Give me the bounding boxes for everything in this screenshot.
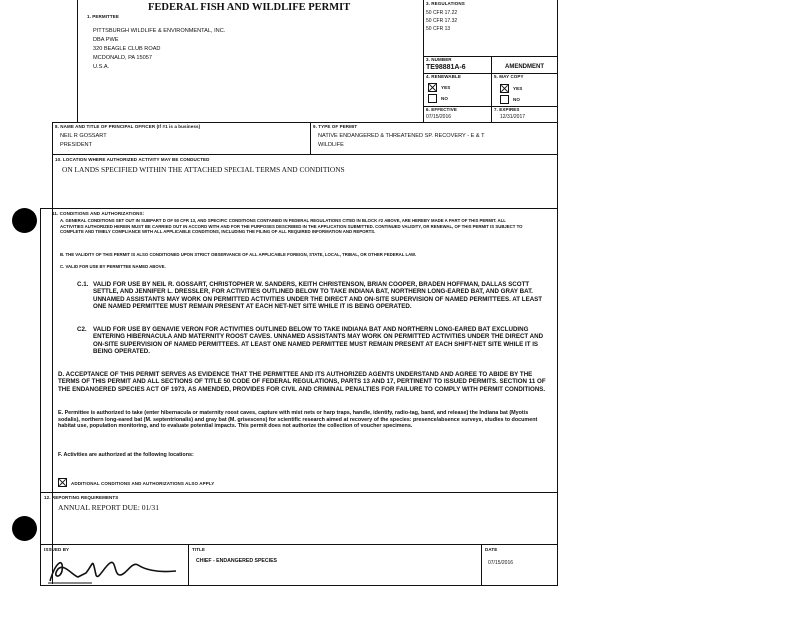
title-label: TITLE [192, 547, 205, 552]
expires-label: 7. EXPIRES [494, 107, 520, 112]
frame-right [557, 0, 558, 586]
regulations-label: 3. REGULATIONS [426, 1, 465, 6]
punch-hole-bottom [12, 516, 37, 541]
frame-left-top [77, 0, 78, 122]
permittee-address: PITTSBURGH WILDLIFE & ENVIRONMENTAL, INC. DBA PWE 320 BEAGLE CLUB ROAD MCDONALD, PA 15057 U.S.A. [93, 28, 226, 70]
additional-conditions-checkbox[interactable] [58, 478, 67, 487]
permit-type-line-1: NATIVE ENDANGERED & THREATENED SP. RECOVERY - E & T [318, 133, 485, 139]
renewable-no-checkbox[interactable] [428, 94, 437, 103]
date-value: 07/15/2016 [488, 560, 514, 566]
frame-rule-4 [40, 492, 558, 493]
frame-rule-3 [40, 208, 558, 209]
officer-label: 8. NAME AND TITLE OF PRINCIPAL OFFICER (If #1 is a business) [55, 124, 201, 129]
renewable-yes: YES [441, 85, 451, 90]
renew-divider [491, 73, 492, 122]
reporting-text: ANNUAL REPORT DUE: 01/31 [58, 503, 160, 512]
permittee-label: 1. PERMITTEE [87, 14, 119, 19]
amendment-label: AMENDMENT [505, 64, 544, 70]
permit-title: FEDERAL FISH AND WILDLIFE PERMIT [148, 2, 351, 13]
permit-type-line-2: WILDLIFE [318, 142, 344, 148]
may-copy-yes-checkbox[interactable] [500, 84, 509, 93]
frame-left-lower [40, 208, 41, 586]
punch-hole-top [12, 208, 37, 233]
condition-b: B. THE VALIDITY OF THIS PERMIT IS ALSO CONDITIONED UPON STRICT OBSERVANCE OF ALL APPLICABLE FOREIGN, STATE, LOCAL, TRIBAL, OR OTHER FEDERAL LAW. [60, 252, 417, 257]
condition-a: A. GENERAL CONDITIONS SET OUT IN SUBPART D OF 50 CFR 13, AND SPECIFIC CONDITIONS CONTAINED IN FEDERAL REGULATIONS CITED IN BLOCK #2 ABOVE, ARE HEREBY MADE A PART OF THIS PERMIT. ALL ACTIVITIES AUTHORIZED HEREIN MUST BE CARRIED OUT IN ACCORD WITH AND FOR THE PURPOSES DESCRIBED IN THE APPLICATION SUBMITTED. CONTINUED VALIDITY, OR RENEWAL, OF THIS PERMIT IS SUBJECT TO COMPLETE AND TIMELY COMPLIANCE WITH ALL APPLICABLE CONDITIONS, INCLUDING THE FILING OF ALL REQUIRED INFORMATION AND REPORTS. [60, 218, 523, 234]
may-copy-no-checkbox[interactable] [500, 95, 509, 104]
frame-footer-div-1 [188, 544, 189, 586]
location-text: ON LANDS SPECIFIED WITHIN THE ATTACHED SPECIAL TERMS AND CONDITIONS [62, 165, 345, 174]
reporting-label: 12. REPORTING REQUIREMENTS [44, 495, 119, 500]
may-copy-label: 5. MAY COPY [494, 74, 524, 79]
title-value: CHIEF - ENDANGERED SPECIES [196, 558, 277, 564]
condition-f: F. Activities are authorized at the following locations: [58, 452, 194, 458]
may-copy-yes: YES [513, 86, 523, 91]
condition-c1: VALID FOR USE BY NEIL R. GOSSART, CHRISTOPHER W. SANDERS, KEITH CHRISTENSON, BRIAN COOPER, BRADEN HOFFMAN, DALLAS SCOTT SETTLE, AND JENNIFER L. DRESSLER, FOR ACTIVITIES OUTLINED BELOW TO TAKE INDIANA BAT, NORTHERN LONG-EARED BAT, AND GRAY BAT. UNNAMED ASSISTANTS MAY WORK ON PERMITTED ACTIVITIES UNDER THE DIRECT AND ON-SITE SUPERVISION OF NAMED PERMITTEES. AT LEAST ONE NAMED PERMITTEE MUST REMAIN PRESENT AT EACH NET-NET SITE WHILE IT IS BEING OPERATED. [93, 281, 543, 311]
effective-label: 6. EFFECTIVE [426, 107, 457, 112]
regulations-list: 50 CFR 17.22 50 CFR 17.32 50 CFR 13 [426, 10, 458, 32]
officer-title: PRESIDENT [60, 142, 93, 148]
additional-conditions: ADDITIONAL CONDITIONS AND AUTHORIZATIONS ALSO APPLY [71, 481, 215, 486]
location-label: 10. LOCATION WHERE AUTHORIZED ACTIVITY MAY BE CONDUCTED [55, 157, 210, 162]
renewable-no: NO [441, 96, 448, 101]
renewable-yes-checkbox[interactable] [428, 83, 437, 92]
effective-date: 07/15/2016 [426, 114, 452, 120]
officer-name: NEIL R GOSSART [60, 133, 107, 139]
frame-left [52, 122, 53, 584]
number-label: 3. NUMBER [426, 57, 452, 62]
frame-rule-1 [52, 122, 558, 123]
expires-date: 12/31/2017 [500, 114, 526, 120]
may-copy-no: NO [513, 97, 520, 102]
signature-image [46, 553, 186, 585]
date-label: DATE [485, 547, 498, 552]
permit-type-label: 9. TYPE OF PERMIT [313, 124, 358, 129]
issued-by-label: ISSUED BY [44, 547, 70, 552]
renewable-label: 4. RENEWABLE [426, 74, 461, 79]
permit-number: TE98881A-6 [426, 64, 466, 71]
frame-footer-div-2 [481, 544, 482, 586]
condition-d: D. ACCEPTANCE OF THIS PERMIT SERVES AS EVIDENCE THAT THE PERMITTEE AND ITS AUTHORIZED AGENTS UNDERSTAND AND AGREE TO ABIDE BY THE TERMS OF THIS PERMIT AND ALL SECTIONS OF TITLE 50 CODE OF FEDERAL REGULATIONS, PARTS 13 AND 17, PERTINENT TO ISSUED PERMITS. SECTION 11 OF THE ENDANGERED SPECIES ACT OF 1973, AS AMENDED, PROVIDES FOR CIVIL AND CRIMINAL PENALTIES FOR FAILURE TO COMPLY WITH PERMIT CONDITIONS. [58, 371, 546, 393]
c2-label: C2. [77, 326, 87, 333]
frame-rule-2 [52, 154, 558, 155]
number-divider [491, 56, 492, 73]
frame-officer-divider [310, 122, 311, 154]
frame-mid-vertical [423, 0, 424, 122]
c1-label: C.1. [77, 281, 89, 288]
condition-c2: VALID FOR USE BY GENAVIE VERON FOR ACTIVITIES OUTLINED BELOW TO TAKE INDIANA BAT AND NORTHERN LONG-EARED BAT EXCLUDING ENTERING HIBERNACULA AND MATERNITY ROOST CAVES. UNNAMED ASSISTANTS MAY WORK ON PERMITTED ACTIVITIES UNDER THE DIRECT AND ON-SITE SUPERVISION OF NAMED PERMITTEES. AT LEAST ONE NAMED PERMITTEE MUST REMAIN PRESENT AT EACH SHIFT-NET SITE WHILE IT IS BEING OPERATED. [93, 326, 544, 356]
condition-c: C. VALID FOR USE BY PERMITTEE NAMED ABOVE. [60, 264, 166, 269]
conditions-label: 11. CONDITIONS AND AUTHORIZATIONS: [52, 211, 145, 216]
condition-e: E. Permittee is authorized to take (enter hibernacula or maternity roost caves, capture with mist nets or harp traps, handle, identify, radio-tag, band, and release) the Indiana bat (Myotis sodalis), northern long-eared bat (M. septentrionalis) and gray bat (M. grisescens) for scientific research aimed at recovery of the species: presence/absence surveys, studies to document habitat use, population monitoring, and to evaluate potential impacts. This permit does not authorize the collection of voucher specimens. [58, 410, 538, 430]
frame-bottom [40, 585, 558, 586]
